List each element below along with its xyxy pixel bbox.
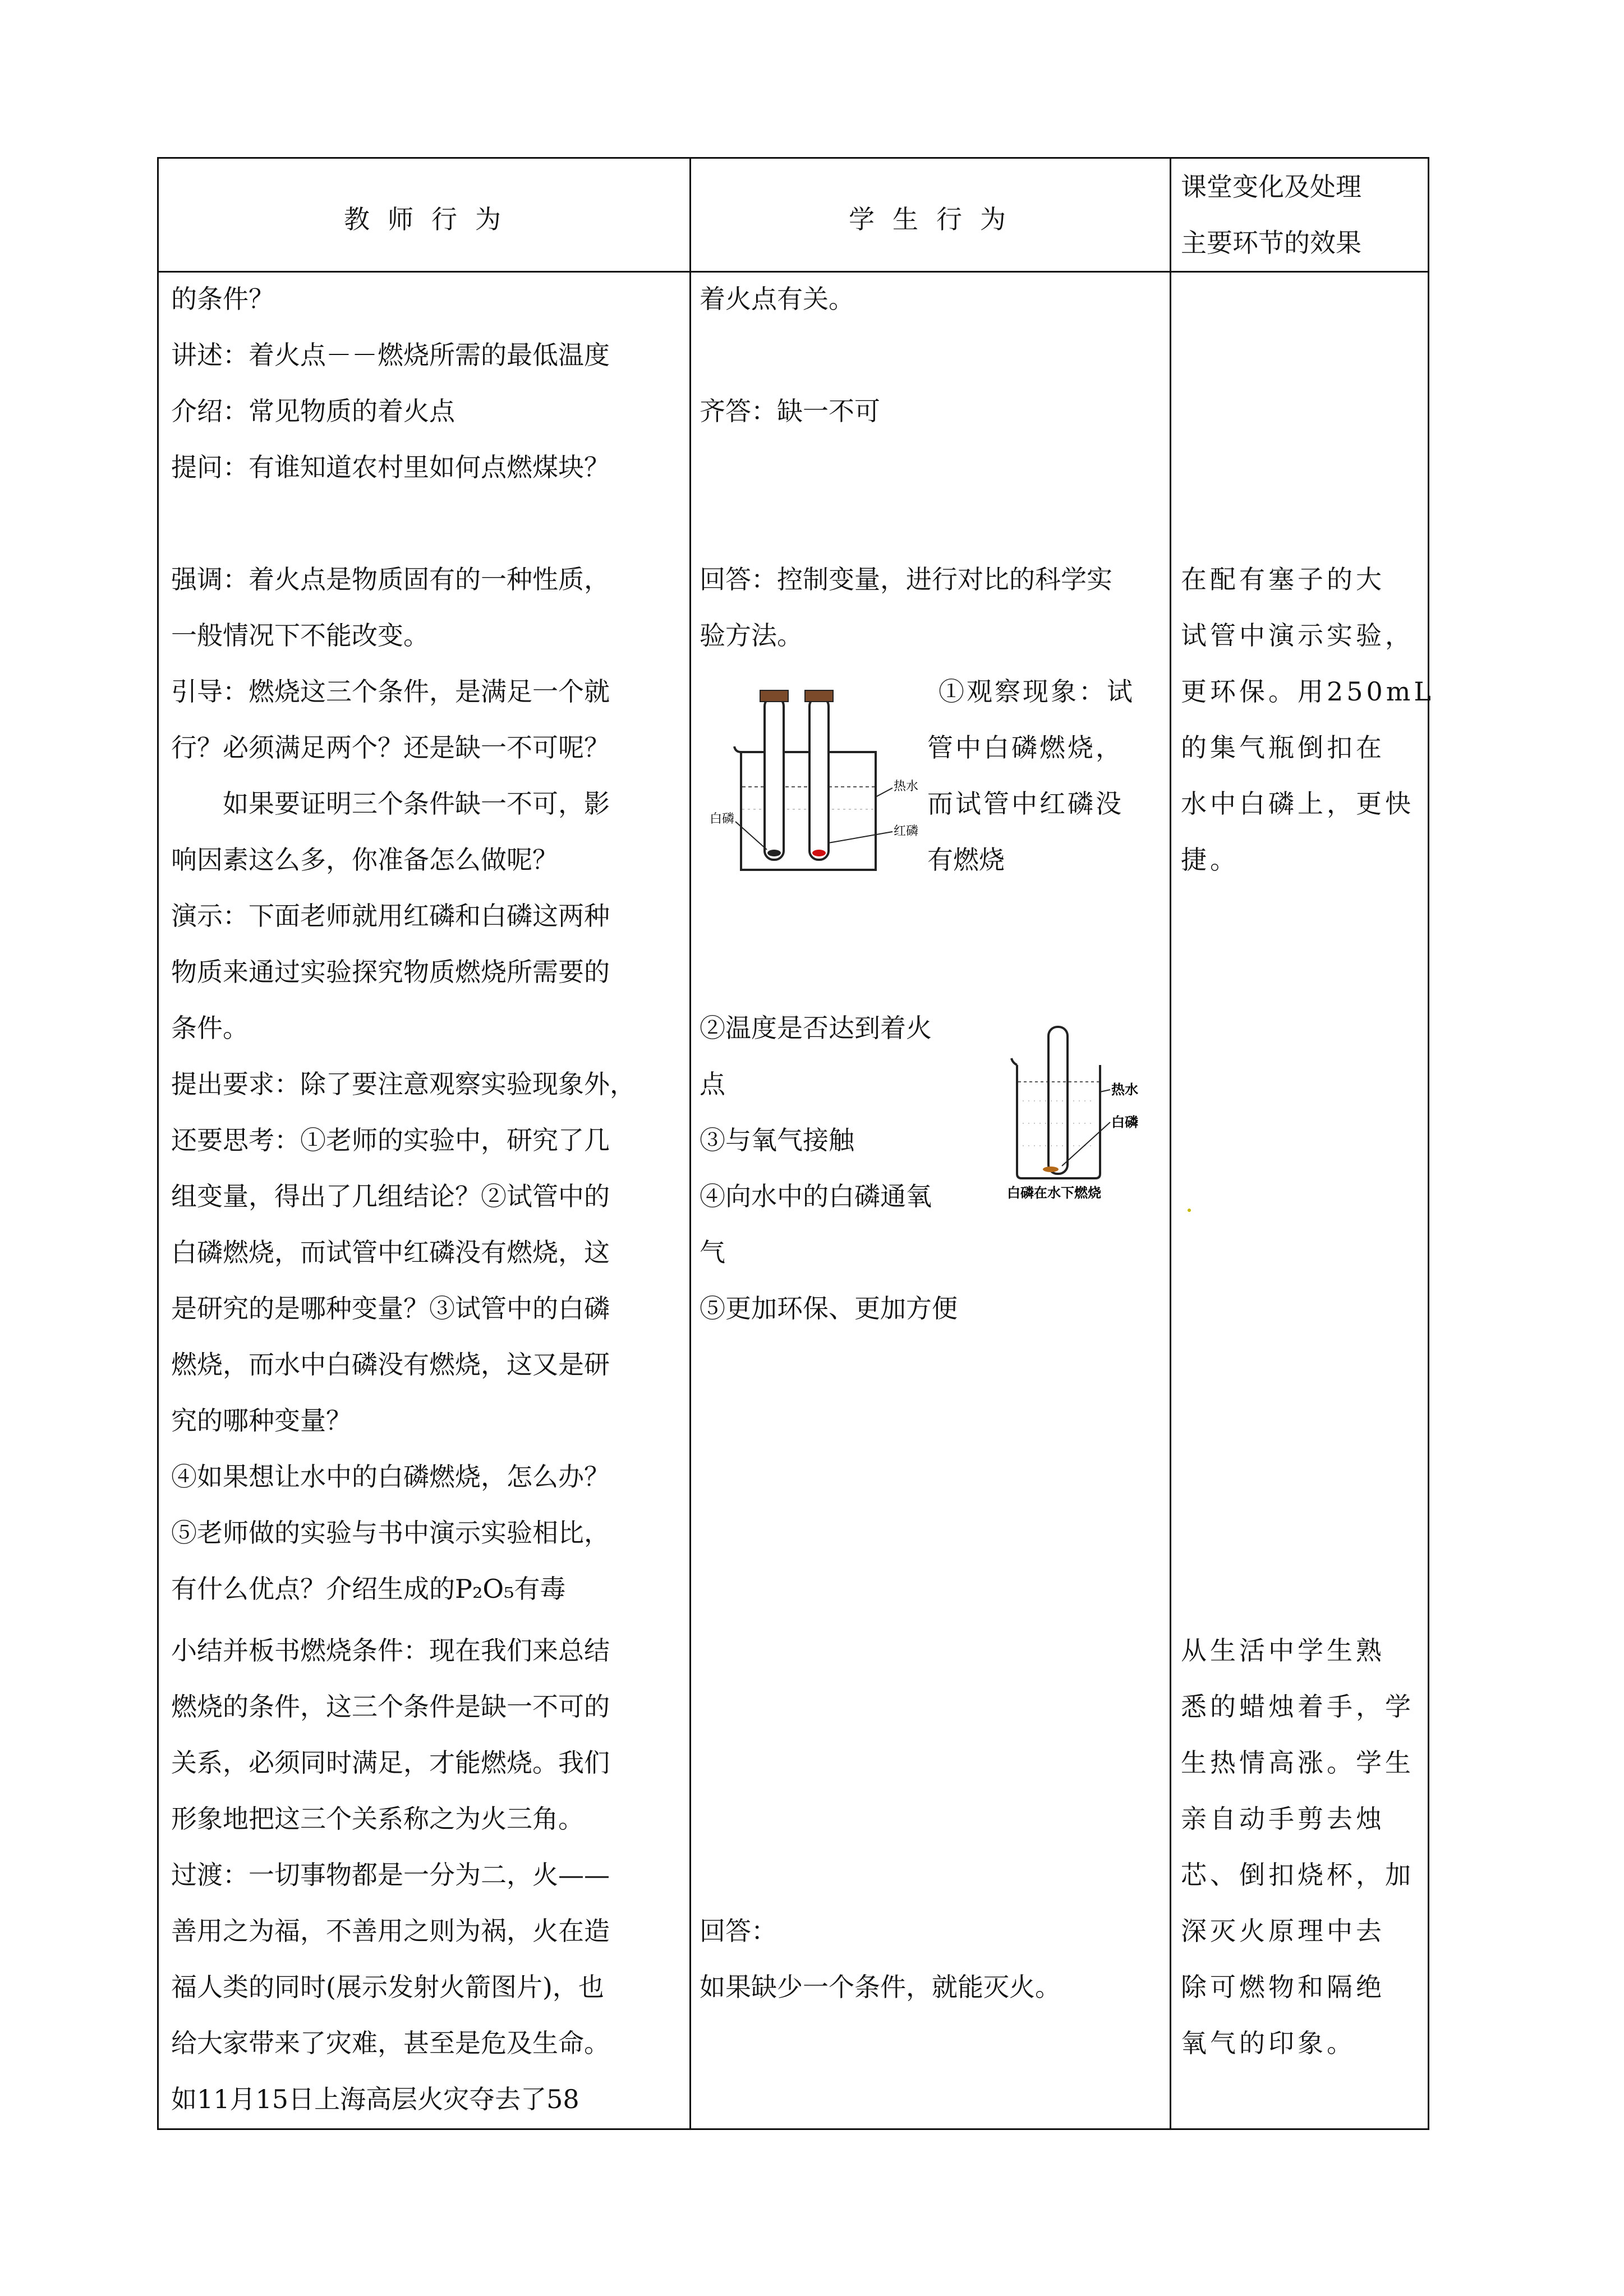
teacher-line: 善用之为福，不善用之则为祸，火在造 — [171, 1916, 610, 1946]
figure-caption: 白磷在水下燃烧 — [1007, 1185, 1101, 1201]
student-line: ③与氧气接触 — [700, 1125, 854, 1155]
teacher-line: 介绍：常见物质的着火点 — [171, 396, 455, 426]
effect-line: 水中白磷上，更快 — [1181, 789, 1414, 819]
teacher-line: 一般情况下不能改变。 — [171, 620, 429, 651]
header-student: 学生行为 — [849, 204, 1024, 234]
teacher-line: 提问：有谁知道农村里如何点燃煤块？ — [171, 452, 610, 482]
effect-line: 从生活中学生熟 — [1181, 1635, 1385, 1666]
label-white-phosphorus: 白磷 — [710, 812, 735, 826]
effect-line: 芯、倒扣烧杯，加 — [1181, 1860, 1414, 1890]
teacher-line: 物质来通过实验探究物质燃烧所需要的 — [171, 957, 610, 987]
header-teacher: 教师行为 — [344, 204, 519, 234]
student-line: ⑤更加环保、更加方便 — [700, 1293, 958, 1324]
teacher-line: 条件。 — [171, 1013, 249, 1043]
teacher-line: 讲述：着火点－－燃烧所需的最低温度 — [171, 340, 610, 370]
teacher-line: 有什么优点？介绍生成的P₂O₅有毒 — [171, 1574, 566, 1604]
student-line: 如果缺少一个条件，就能灭火。 — [700, 1972, 1061, 2002]
effect-line: 生热情高涨。学生 — [1181, 1748, 1414, 1778]
effect-line: 在配有塞子的大 — [1181, 564, 1385, 594]
teacher-line: 如果要证明三个条件缺一不可，影 — [171, 789, 610, 819]
effect-line: 试管中演示实验， — [1181, 620, 1414, 651]
teacher-line: 燃烧，而水中白磷没有燃烧，这又是研 — [171, 1349, 610, 1380]
teacher-line: 行？必须满足两个？还是缺一不可呢？ — [171, 732, 610, 763]
teacher-line: 给大家带来了灾难，甚至是危及生命。 — [171, 2028, 610, 2058]
teacher-line: 强调：着火点是物质固有的一种性质， — [171, 564, 610, 594]
label-hot-water: 热水 — [894, 780, 919, 794]
header-effect-line1: 课堂变化及处理 — [1181, 172, 1361, 202]
effect-line: 的集气瓶倒扣在 — [1181, 732, 1385, 763]
header-effect-line2: 主要环节的效果 — [1181, 228, 1361, 258]
teacher-line: 引导：燃烧这三个条件，是满足一个就 — [171, 676, 610, 707]
effect-line: 悉的蜡烛着手，学 — [1181, 1691, 1414, 1722]
teacher-line: 福人类的同时(展示发射火箭图片)，也 — [171, 1972, 604, 2002]
student-line: 点 — [700, 1069, 725, 1099]
teacher-line: ⑤老师做的实验与书中演示实验相比， — [171, 1518, 610, 1548]
lesson-table — [157, 157, 1434, 2130]
teacher-line: ④如果想让水中的白磷燃烧，怎么办？ — [171, 1461, 610, 1492]
stray-mark — [1188, 1209, 1191, 1212]
student-line: 回答： — [700, 1916, 777, 1946]
student-line: 气 — [700, 1237, 725, 1267]
teacher-line: 小结并板书燃烧条件：现在我们来总结 — [171, 1635, 610, 1666]
underwater-phosphorus-figure — [1000, 1022, 1157, 1202]
teacher-line: 过渡：一切事物都是一分为二，火—— — [171, 1860, 610, 1890]
effect-line: 氧气的印象。 — [1181, 2028, 1356, 2058]
student-line: 验方法。 — [700, 620, 803, 651]
teacher-line: 形象地把这三个关系称之为火三角。 — [171, 1804, 584, 1834]
teacher-line: 组变量，得出了几组结论？②试管中的 — [171, 1181, 610, 1211]
effect-line: 亲自动手剪去烛 — [1181, 1804, 1385, 1834]
observation-line: 管中白磷燃烧， — [927, 732, 1124, 763]
teacher-line: 还要思考：①老师的实验中，研究了几 — [171, 1125, 610, 1155]
label-red-phosphorus: 红磷 — [894, 824, 919, 838]
observation-line: 而试管中红磷没 — [927, 789, 1124, 819]
teacher-line: 是研究的是哪种变量？③试管中的白磷 — [171, 1293, 610, 1324]
student-line: ④向水中的白磷通氧 — [700, 1181, 932, 1211]
teacher-line: 究的哪种变量？ — [171, 1405, 352, 1436]
effect-line: 除可燃物和隔绝 — [1181, 1972, 1385, 2002]
column-divider-2 — [1170, 159, 1171, 2128]
teacher-line: 如11月15日上海高层火灾夺去了58 — [171, 2084, 579, 2114]
observation-line: 有燃烧 — [927, 845, 1005, 875]
column-divider-1 — [689, 159, 691, 2128]
effect-line: 更环保。用250mL — [1181, 676, 1434, 707]
student-line: 齐答：缺一不可 — [700, 396, 880, 426]
teacher-line: 关系，必须同时满足，才能燃烧。我们 — [171, 1748, 610, 1778]
teacher-line: 白磷燃烧，而试管中红磷没有燃烧，这 — [171, 1237, 610, 1267]
student-line: ②温度是否达到着火 — [700, 1013, 932, 1043]
observation-line: ①观察现象：试 — [938, 676, 1135, 707]
student-line: 着火点有关。 — [700, 284, 854, 314]
label-white-phosphorus: 白磷 — [1111, 1114, 1138, 1130]
label-hot-water: 热水 — [1111, 1082, 1138, 1098]
effect-line: 深灭火原理中去 — [1181, 1916, 1385, 1946]
teacher-line: 的条件？ — [171, 284, 274, 314]
teacher-line: 燃烧的条件，这三个条件是缺一不可的 — [171, 1691, 610, 1722]
teacher-line: 响因素这么多，你准备怎么做呢？ — [171, 845, 558, 875]
effect-line: 捷。 — [1181, 845, 1239, 875]
teacher-line: 提出要求：除了要注意观察实验现象外， — [171, 1069, 636, 1099]
teacher-line: 演示：下面老师就用红磷和白磷这两种 — [171, 901, 610, 931]
student-line: 回答：控制变量，进行对比的科学实 — [700, 564, 1112, 594]
